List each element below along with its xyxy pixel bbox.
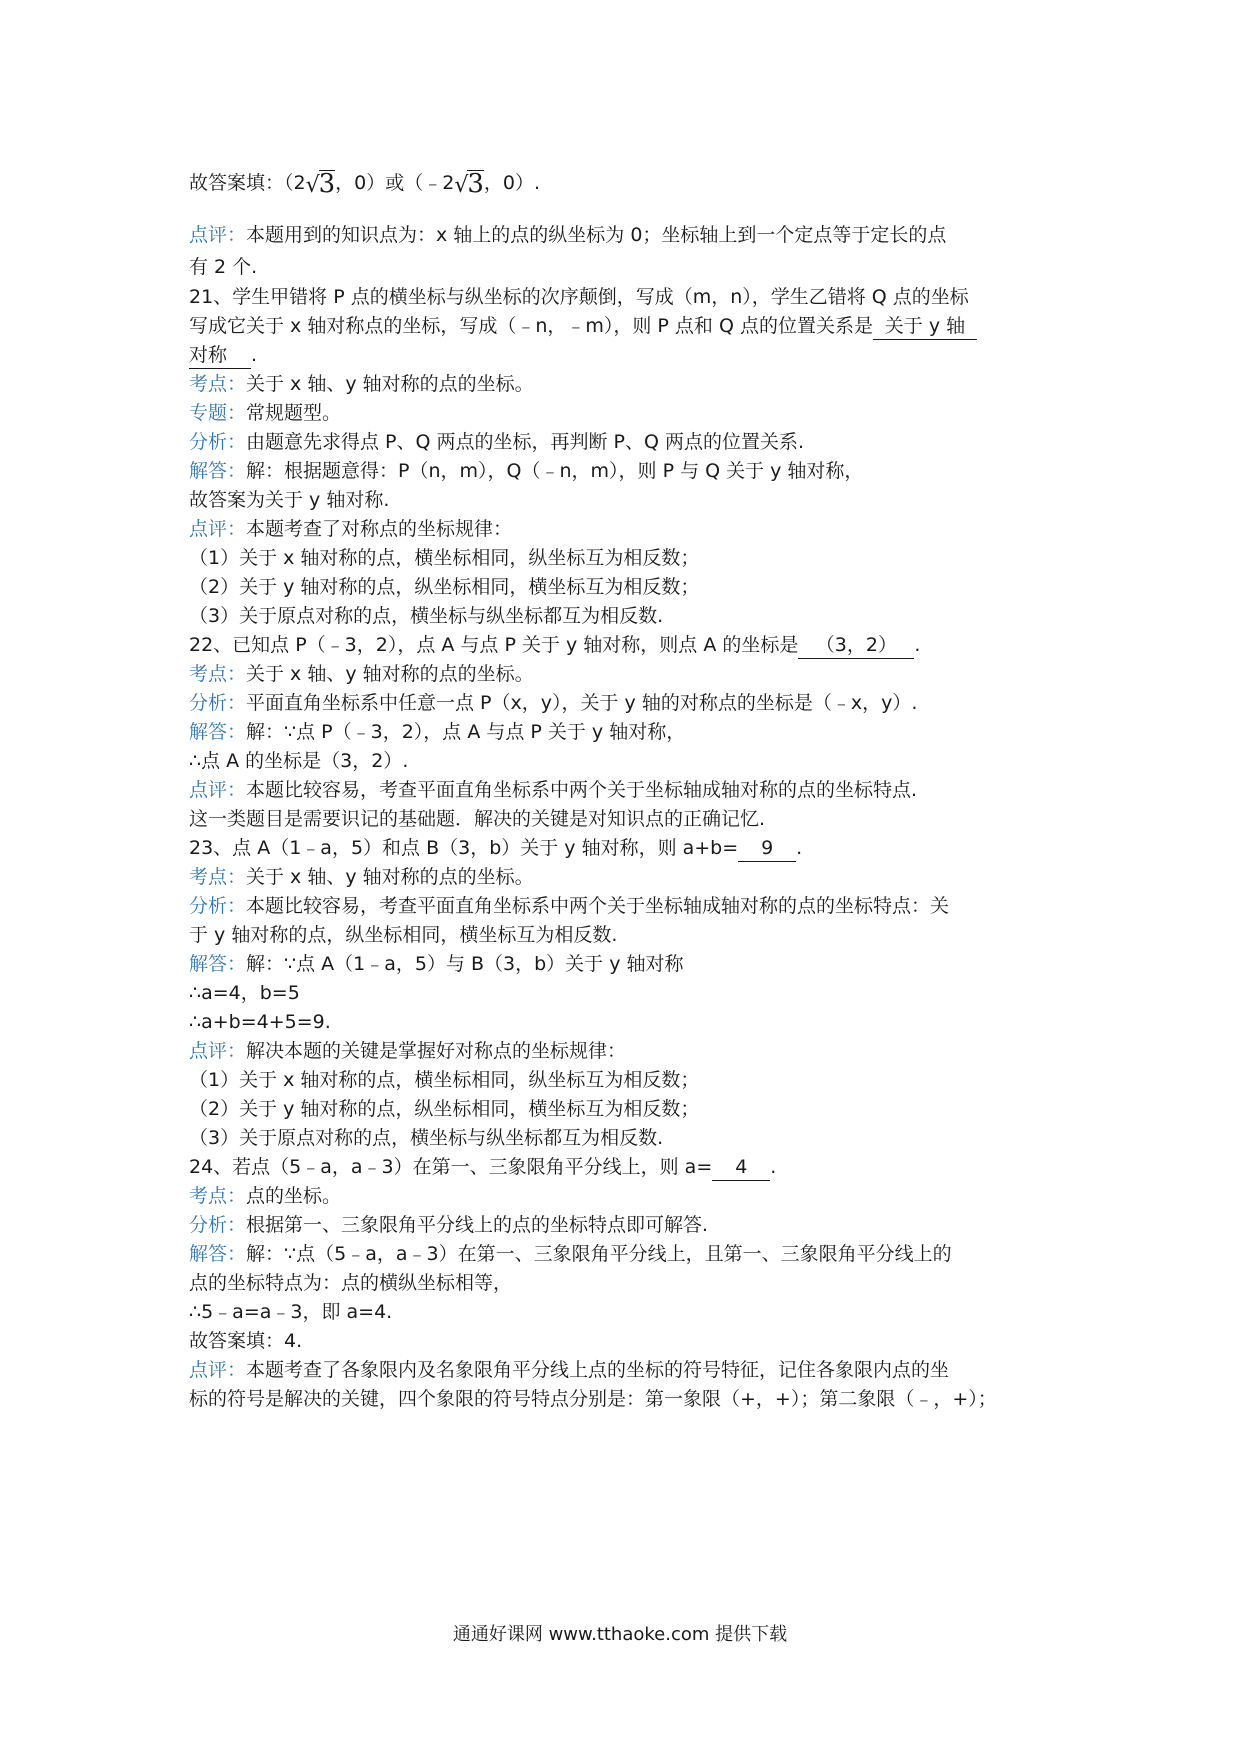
keypoint-label: 考点： <box>189 373 247 395</box>
analysis-label: 分析： <box>189 431 247 453</box>
question-21-cont: 写成它关于 x 轴对称点的坐标，写成（﹣n，﹣m），则 P 点和 Q 点的位置关系是 关于 y 轴 <box>189 310 1069 342</box>
solution-line: 解答：解：根据题意得：P（n，m），Q（﹣n，m），则 P 与 Q 关于 y 轴对称， <box>189 460 864 482</box>
analysis-label: 分析： <box>189 1214 247 1236</box>
solution-line: 解答：解：∵点 P（﹣3，2），点 A 与点 P 关于 y 轴对称， <box>189 721 686 743</box>
question-21: 21、学生甲错将 P 点的横坐标与纵坐标的次序颠倒，写成（m，n），学生乙错将 Q 点的坐标 <box>189 286 969 308</box>
question-24: 24、若点（5﹣a，a﹣3）在第一、三象限角平分线上，则 a= 4 . <box>189 1151 1069 1183</box>
text-line: ∴a=4，b=5 <box>189 982 300 1004</box>
question-23: 23、点 A（1﹣a，5）和点 B（3，b）关于 y 轴对称，则 a+b= 9 . <box>189 832 1069 864</box>
topic-label: 专题： <box>189 402 247 424</box>
keypoint-label: 考点： <box>189 663 247 685</box>
answer-blank: 9 <box>738 835 796 862</box>
answer-blank: （3，2） <box>798 632 914 659</box>
analysis-line: 分析：由题意先求得点 P、Q 两点的坐标，再判断 P、Q 两点的位置关系. <box>189 431 805 453</box>
text-line: 这一类题目是需要识记的基础题．解决的关键是对知识点的正确记忆. <box>189 808 766 830</box>
text-line: ∴a+b=4+5=9. <box>189 1011 331 1033</box>
text-line: ∴5﹣a=a﹣3，即 a=4. <box>189 1301 393 1323</box>
text-line: 有 2 个. <box>189 256 258 278</box>
answer-line-20: 故答案填：（2 √ 3，0）或（﹣2 √ 3，0）. <box>189 169 541 199</box>
sqrt-expression: √ 3 <box>305 169 336 199</box>
comment-label: 点评： <box>189 1359 247 1381</box>
rule-item: （1）关于 x 轴对称的点，横坐标相同，纵坐标互为相反数； <box>189 1069 700 1091</box>
rule-item: （2）关于 y 轴对称的点，纵坐标相同，横坐标互为相反数； <box>189 576 700 598</box>
rule-item: （3）关于原点对称的点，横坐标与纵坐标都互为相反数. <box>189 605 664 627</box>
text-line: 故答案为关于 y 轴对称. <box>189 489 390 511</box>
comment-label: 点评： <box>189 518 247 540</box>
comment-line: 点评：本题用到的知识点为：x 轴上的点的纵坐标为 0；坐标轴上到一个定点等于定长的点 <box>189 224 947 246</box>
rule-item: （2）关于 y 轴对称的点，纵坐标相同，横坐标互为相反数； <box>189 1098 700 1120</box>
sqrt-expression: √ 3 <box>454 169 484 199</box>
comment-line: 点评：本题比较容易，考查平面直角坐标系中两个关于坐标轴成轴对称的点的坐标特点. <box>189 779 918 801</box>
solution-line: 解答：解：∵点 A（1﹣a，5）与 B（3，b）关于 y 轴对称 <box>189 953 684 975</box>
comment-line: 点评：本题考查了对称点的坐标规律： <box>189 518 513 540</box>
text-line: 故答案填：4. <box>189 1330 303 1352</box>
answer-blank: 4 <box>712 1154 770 1181</box>
keypoint-line: 考点：关于 x 轴、y 轴对称的点的坐标。 <box>189 663 534 685</box>
solution-line: 解答：解：∵点（5﹣a，a﹣3）在第一、三象限角平分线上，且第一、三象限角平分线上的 <box>189 1243 952 1265</box>
keypoint-line: 考点：关于 x 轴、y 轴对称的点的坐标。 <box>189 866 534 888</box>
comment-label: 点评： <box>189 1040 247 1062</box>
text-line: ∴点 A 的坐标是（3，2）. <box>189 750 409 772</box>
question-22: 22、已知点 P（﹣3，2），点 A 与点 P 关于 y 轴对称，则点 A 的坐标是 （3，2） . <box>189 629 1069 661</box>
analysis-line: 分析：平面直角坐标系中任意一点 P（x，y），关于 y 轴的对称点的坐标是（﹣x，y）. <box>189 692 918 714</box>
keypoint-label: 考点： <box>189 1185 247 1207</box>
comment-label: 点评： <box>189 779 247 801</box>
comment-line: 点评：本题考查了各象限内及名象限角平分线上点的坐标的符号特征，记住各象限内点的坐 <box>189 1359 950 1381</box>
solution-label: 解答： <box>189 953 247 975</box>
analysis-line: 分析：本题比较容易，考查平面直角坐标系中两个关于坐标轴成轴对称的点的坐标特点：关 <box>189 895 950 917</box>
topic-line: 专题：常规题型。 <box>189 402 342 424</box>
keypoint-line: 考点：关于 x 轴、y 轴对称的点的坐标。 <box>189 373 534 395</box>
analysis-label: 分析： <box>189 692 247 714</box>
answer-blank: 关于 y 轴 <box>873 313 977 340</box>
solution-label: 解答： <box>189 721 247 743</box>
text-line: 点的坐标特点为：点的横纵坐标相等， <box>189 1272 513 1294</box>
answer-blank: 对称 <box>189 342 251 369</box>
solution-label: 解答： <box>189 460 247 482</box>
text-line: 于 y 轴对称的点，纵坐标相同，横坐标互为相反数. <box>189 924 618 946</box>
keypoint-label: 考点： <box>189 866 247 888</box>
comment-line: 点评：解决本题的关键是掌握好对称点的坐标规律： <box>189 1040 627 1062</box>
page-footer: 通通好课网 www.tthaoke.com 提供下载 <box>452 1624 788 1645</box>
rule-item: （3）关于原点对称的点，横坐标与纵坐标都互为相反数. <box>189 1127 664 1149</box>
solution-label: 解答： <box>189 1243 247 1265</box>
analysis-label: 分析： <box>189 895 247 917</box>
comment-label: 点评： <box>189 224 247 246</box>
rule-item: （1）关于 x 轴对称的点，横坐标相同，纵坐标互为相反数； <box>189 547 700 569</box>
text-line: 标的符号是解决的关键，四个象限的符号特点分别是：第一象限（+，+）；第二象限（﹣，+）； <box>189 1388 997 1410</box>
analysis-line: 分析：根据第一、三象限角平分线上的点的坐标特点即可解答. <box>189 1214 709 1236</box>
question-21-cont: 对称 . <box>189 339 1069 371</box>
keypoint-line: 考点：点的坐标。 <box>189 1185 342 1207</box>
